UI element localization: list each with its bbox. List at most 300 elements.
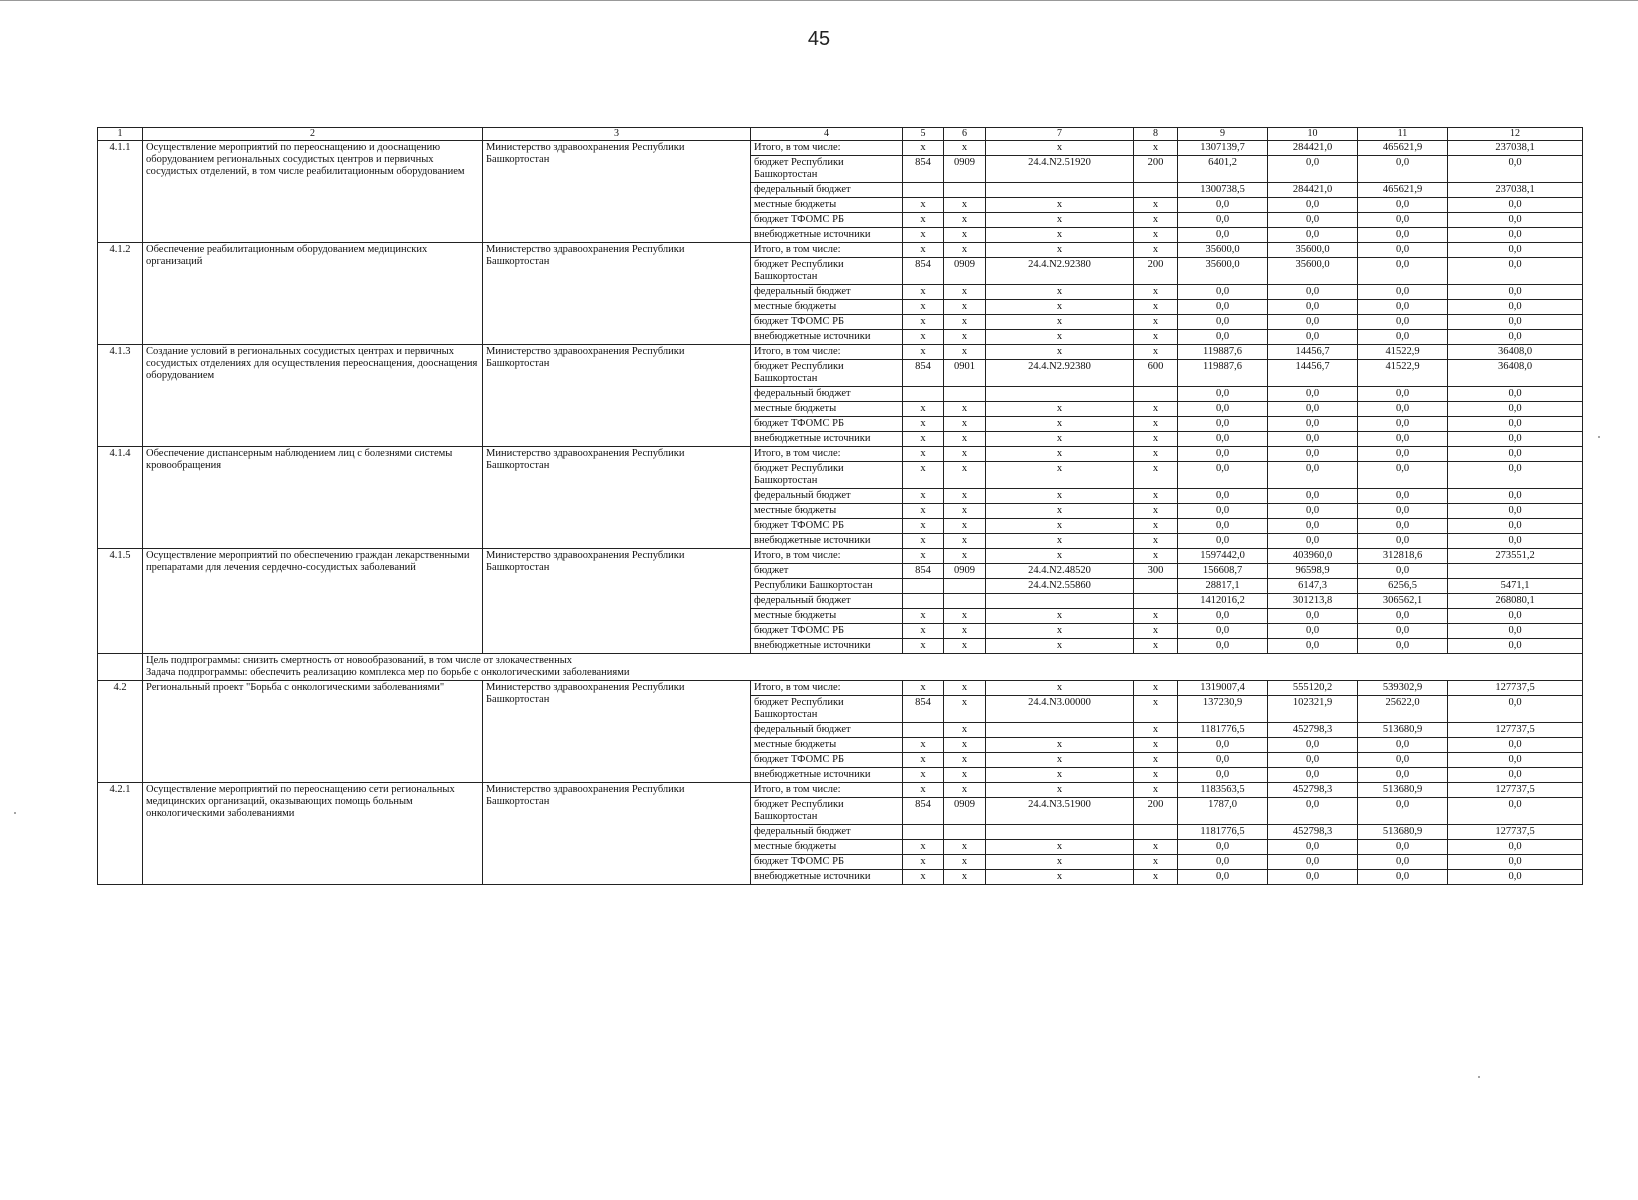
table-cell: [903, 387, 944, 402]
table-cell: x: [986, 855, 1134, 870]
table-cell: x: [903, 738, 944, 753]
table-cell: 0,0: [1448, 609, 1583, 624]
table-cell: x: [986, 504, 1134, 519]
table-cell: x: [1134, 681, 1178, 696]
table-cell: x: [986, 681, 1134, 696]
column-header: 7: [986, 128, 1134, 141]
table-cell: 0,0: [1358, 198, 1448, 213]
table-cell: x: [903, 417, 944, 432]
table-cell: 0,0: [1358, 156, 1448, 183]
table-cell: 1181776,5: [1178, 723, 1268, 738]
table-cell: x: [1134, 300, 1178, 315]
funding-source: бюджет Республики Башкортостан: [751, 798, 903, 825]
table-cell: 24.4.N2.92380: [986, 360, 1134, 387]
funding-source: бюджет: [751, 564, 903, 579]
item-executor: Министерство здравоохранения Республики Башкортостан: [483, 783, 751, 885]
table-cell: 0,0: [1268, 798, 1358, 825]
table-cell: 102321,9: [1268, 696, 1358, 723]
item-number: 4.1.4: [98, 447, 143, 549]
table-row: [98, 447, 1583, 462]
table-cell: 127737,5: [1448, 783, 1583, 798]
table-cell: 0,0: [1358, 285, 1448, 300]
table-cell: 237038,1: [1448, 141, 1583, 156]
table-cell: x: [1134, 489, 1178, 504]
table-cell: x: [986, 345, 1134, 360]
table-cell: 0,0: [1268, 330, 1358, 345]
funding-source: Итого, в том числе:: [751, 447, 903, 462]
scan-speck: [1598, 436, 1600, 438]
table-cell: 0,0: [1358, 519, 1448, 534]
item-number: 4.1.5: [98, 549, 143, 654]
budget-table: [97, 127, 1583, 885]
funding-source: федеральный бюджет: [751, 723, 903, 738]
table-row: [98, 141, 1583, 156]
table-cell: 854: [903, 258, 944, 285]
table-cell: [944, 183, 986, 198]
column-header: 5: [903, 128, 944, 141]
goal-row: [98, 654, 1583, 681]
table-cell: 127737,5: [1448, 825, 1583, 840]
table-cell: x: [903, 681, 944, 696]
funding-source: бюджет ТФОМС РБ: [751, 624, 903, 639]
table-cell: 200: [1134, 156, 1178, 183]
table-cell: 0,0: [1448, 315, 1583, 330]
table-cell: x: [1134, 417, 1178, 432]
table-cell: x: [944, 549, 986, 564]
table-cell: x: [1134, 447, 1178, 462]
table-cell: [1448, 564, 1583, 579]
table-cell: 0,0: [1268, 738, 1358, 753]
table-cell: 0,0: [1178, 387, 1268, 402]
table-cell: 200: [1134, 258, 1178, 285]
table-cell: 0,0: [1178, 300, 1268, 315]
table-cell: 268080,1: [1448, 594, 1583, 609]
table-cell: 0,0: [1268, 489, 1358, 504]
table-cell: x: [1134, 213, 1178, 228]
table-cell: x: [903, 141, 944, 156]
table-cell: x: [903, 432, 944, 447]
item-executor: Министерство здравоохранения Республики Башкортостан: [483, 549, 751, 654]
table-cell: 0,0: [1268, 285, 1358, 300]
table-cell: x: [1134, 330, 1178, 345]
table-cell: 0,0: [1178, 213, 1268, 228]
funding-source: бюджет ТФОМС РБ: [751, 519, 903, 534]
table-cell: x: [1134, 519, 1178, 534]
table-cell: x: [903, 402, 944, 417]
funding-source: местные бюджеты: [751, 504, 903, 519]
table-cell: [986, 387, 1134, 402]
table-row: [98, 549, 1583, 564]
table-cell: x: [903, 639, 944, 654]
table-cell: x: [903, 447, 944, 462]
table-cell: x: [986, 417, 1134, 432]
table-cell: x: [944, 609, 986, 624]
table-cell: 24.4.N2.48520: [986, 564, 1134, 579]
table-row: [98, 681, 1583, 696]
funding-source: местные бюджеты: [751, 609, 903, 624]
table-cell: x: [1134, 840, 1178, 855]
funding-source: бюджет Республики Башкортостан: [751, 258, 903, 285]
table-cell: 0,0: [1268, 156, 1358, 183]
table-cell: x: [944, 768, 986, 783]
table-cell: x: [1134, 534, 1178, 549]
funding-source: местные бюджеты: [751, 840, 903, 855]
table-cell: x: [944, 417, 986, 432]
table-cell: 0,0: [1358, 228, 1448, 243]
table-cell: x: [944, 504, 986, 519]
table-cell: x: [1134, 723, 1178, 738]
funding-source: бюджет Республики Башкортостан: [751, 696, 903, 723]
table-cell: 28817,1: [1178, 579, 1268, 594]
table-cell: 0,0: [1178, 315, 1268, 330]
table-cell: x: [1134, 624, 1178, 639]
table-cell: x: [986, 213, 1134, 228]
table-cell: 0,0: [1268, 198, 1358, 213]
table-cell: x: [986, 549, 1134, 564]
item-number: 4.1.3: [98, 345, 143, 447]
table-cell: x: [903, 768, 944, 783]
table-cell: x: [986, 489, 1134, 504]
table-cell: 0,0: [1358, 870, 1448, 885]
table-cell: 0,0: [1178, 840, 1268, 855]
table-cell: x: [944, 447, 986, 462]
table-cell: [986, 825, 1134, 840]
item-name: Создание условий в региональных сосудистых центрах и первичных сосудистых отделениях для осуществления переоснащения, дооснащения оборудованием: [143, 345, 483, 447]
table-cell: 119887,6: [1178, 345, 1268, 360]
table-cell: 1787,0: [1178, 798, 1268, 825]
item-number: 4.1.1: [98, 141, 143, 243]
table-cell: 6256,5: [1358, 579, 1448, 594]
item-name: Осуществление мероприятий по переоснащению сети региональных медицинских организаций, оказывающих помощь больным онкологическими заболеваниями: [143, 783, 483, 885]
table-cell: [1134, 183, 1178, 198]
table-cell: x: [903, 300, 944, 315]
table-cell: x: [903, 330, 944, 345]
table-cell: x: [903, 549, 944, 564]
table-cell: 0,0: [1358, 855, 1448, 870]
table-cell: x: [944, 870, 986, 885]
table-cell: 284421,0: [1268, 183, 1358, 198]
table-cell: 306562,1: [1358, 594, 1448, 609]
scan-speck: [1478, 1076, 1480, 1078]
table-cell: 0,0: [1448, 639, 1583, 654]
funding-source: бюджет ТФОМС РБ: [751, 315, 903, 330]
table-cell: 24.4.N2.51920: [986, 156, 1134, 183]
table-cell: x: [1134, 738, 1178, 753]
table-cell: 284421,0: [1268, 141, 1358, 156]
table-cell: 0901: [944, 360, 986, 387]
table-cell: 0,0: [1268, 870, 1358, 885]
table-cell: 35600,0: [1268, 258, 1358, 285]
table-cell: 0,0: [1178, 855, 1268, 870]
table-cell: x: [1134, 315, 1178, 330]
table-cell: 0,0: [1448, 243, 1583, 258]
table-cell: x: [986, 870, 1134, 885]
table-cell: 24.4.N3.51900: [986, 798, 1134, 825]
table-cell: 0,0: [1358, 432, 1448, 447]
table-cell: x: [1134, 783, 1178, 798]
table-cell: 41522,9: [1358, 360, 1448, 387]
table-cell: 0,0: [1178, 753, 1268, 768]
table-cell: x: [986, 141, 1134, 156]
item-executor: Министерство здравоохранения Республики Башкортостан: [483, 447, 751, 549]
funding-source: внебюджетные источники: [751, 870, 903, 885]
table-cell: 273551,2: [1448, 549, 1583, 564]
table-cell: x: [986, 285, 1134, 300]
table-cell: x: [986, 624, 1134, 639]
table-cell: [1134, 387, 1178, 402]
funding-source: федеральный бюджет: [751, 825, 903, 840]
table-cell: 0,0: [1268, 753, 1358, 768]
table-cell: 0,0: [1178, 228, 1268, 243]
table-cell: 0,0: [1448, 624, 1583, 639]
table-cell: 0,0: [1358, 243, 1448, 258]
table-cell: x: [1134, 432, 1178, 447]
funding-source: федеральный бюджет: [751, 387, 903, 402]
funding-source: внебюджетные источники: [751, 228, 903, 243]
table-cell: x: [1134, 285, 1178, 300]
table-cell: 137230,9: [1178, 696, 1268, 723]
table-cell: x: [986, 447, 1134, 462]
table-cell: x: [986, 300, 1134, 315]
table-cell: 127737,5: [1448, 681, 1583, 696]
item-name: Осуществление мероприятий по переоснащению и дооснащению оборудованием региональных сосудистых центров и первичных сосудистых отделений, в том числе реабилитационным оборудованием: [143, 141, 483, 243]
table-cell: 0,0: [1448, 402, 1583, 417]
table-cell: 0,0: [1178, 330, 1268, 345]
table-cell: x: [903, 315, 944, 330]
table-cell: 0,0: [1448, 213, 1583, 228]
funding-source: внебюджетные источники: [751, 330, 903, 345]
table-cell: 0,0: [1448, 855, 1583, 870]
funding-source: бюджет ТФОМС РБ: [751, 417, 903, 432]
table-cell: 0,0: [1268, 387, 1358, 402]
item-executor: Министерство здравоохранения Республики Башкортостан: [483, 345, 751, 447]
table-cell: [986, 723, 1134, 738]
table-cell: x: [1134, 549, 1178, 564]
table-cell: 0,0: [1268, 624, 1358, 639]
table-cell: 0,0: [1448, 870, 1583, 885]
table-cell: 0,0: [1268, 462, 1358, 489]
table-cell: 0,0: [1178, 624, 1268, 639]
table-cell: x: [944, 402, 986, 417]
table-cell: x: [944, 198, 986, 213]
table-cell: 0,0: [1268, 609, 1358, 624]
table-cell: x: [1134, 141, 1178, 156]
funding-source: Итого, в том числе:: [751, 549, 903, 564]
table-cell: 1597442,0: [1178, 549, 1268, 564]
table-cell: 0,0: [1358, 753, 1448, 768]
table-cell: 0,0: [1448, 519, 1583, 534]
table-cell: x: [986, 402, 1134, 417]
table-cell: x: [903, 213, 944, 228]
table-cell: x: [1134, 870, 1178, 885]
table-cell: 0,0: [1358, 768, 1448, 783]
table-cell: x: [903, 870, 944, 885]
column-header: 2: [143, 128, 483, 141]
table-cell: 0,0: [1268, 432, 1358, 447]
table-cell: 0,0: [1358, 564, 1448, 579]
table-cell: x: [903, 753, 944, 768]
table-cell: 465621,9: [1358, 141, 1448, 156]
table-cell: x: [944, 315, 986, 330]
table-cell: 600: [1134, 360, 1178, 387]
table-cell: 0,0: [1268, 213, 1358, 228]
table-cell: 0,0: [1448, 228, 1583, 243]
table-cell: 0,0: [1268, 300, 1358, 315]
funding-source: внебюджетные источники: [751, 639, 903, 654]
table-cell: 24.4.N3.00000: [986, 696, 1134, 723]
table-cell: [903, 594, 944, 609]
table-cell: 0,0: [1178, 534, 1268, 549]
funding-source: федеральный бюджет: [751, 594, 903, 609]
table-cell: 0,0: [1448, 285, 1583, 300]
table-cell: 14456,7: [1268, 345, 1358, 360]
funding-source: внебюджетные источники: [751, 768, 903, 783]
funding-source: внебюджетные источники: [751, 432, 903, 447]
funding-source: бюджет ТФОМС РБ: [751, 753, 903, 768]
table-cell: 24.4.N2.92380: [986, 258, 1134, 285]
funding-source: федеральный бюджет: [751, 183, 903, 198]
table-cell: 5471,1: [1448, 579, 1583, 594]
table-cell: 452798,3: [1268, 783, 1358, 798]
table-cell: 854: [903, 360, 944, 387]
table-cell: 156608,7: [1178, 564, 1268, 579]
table-cell: x: [944, 855, 986, 870]
table-cell: 0,0: [1448, 768, 1583, 783]
table-cell: 513680,9: [1358, 825, 1448, 840]
funding-source: местные бюджеты: [751, 300, 903, 315]
table-cell: x: [986, 840, 1134, 855]
table-cell: 0,0: [1448, 738, 1583, 753]
table-cell: x: [903, 534, 944, 549]
table-cell: 6147,3: [1268, 579, 1358, 594]
table-cell: x: [944, 243, 986, 258]
table-cell: [1134, 825, 1178, 840]
funding-source: Итого, в том числе:: [751, 681, 903, 696]
table-cell: x: [903, 198, 944, 213]
table-cell: x: [903, 609, 944, 624]
item-executor: Министерство здравоохранения Республики Башкортостан: [483, 681, 751, 783]
table-cell: 36408,0: [1448, 345, 1583, 360]
table-cell: x: [986, 783, 1134, 798]
table-cell: x: [1134, 855, 1178, 870]
table-row: [98, 345, 1583, 360]
table-cell: x: [1134, 462, 1178, 489]
table-cell: [944, 579, 986, 594]
column-header: 9: [1178, 128, 1268, 141]
table-cell: 301213,8: [1268, 594, 1358, 609]
column-header: 11: [1358, 128, 1448, 141]
table-cell: 0,0: [1358, 798, 1448, 825]
table-cell: [986, 594, 1134, 609]
table-cell: x: [944, 639, 986, 654]
table-cell: 0,0: [1448, 447, 1583, 462]
table-cell: 0,0: [1358, 315, 1448, 330]
table-cell: 35600,0: [1178, 243, 1268, 258]
table-cell: x: [944, 753, 986, 768]
table-cell: 0,0: [1268, 228, 1358, 243]
table-cell: 539302,9: [1358, 681, 1448, 696]
table-cell: x: [903, 624, 944, 639]
table-cell: x: [903, 243, 944, 258]
table-cell: 41522,9: [1358, 345, 1448, 360]
funding-source: местные бюджеты: [751, 402, 903, 417]
table-cell: x: [1134, 402, 1178, 417]
table-cell: 0,0: [1448, 432, 1583, 447]
goal-spacer: [98, 654, 143, 681]
table-cell: 0,0: [1178, 870, 1268, 885]
table-cell: 0,0: [1178, 738, 1268, 753]
table-cell: 6401,2: [1178, 156, 1268, 183]
column-header: 10: [1268, 128, 1358, 141]
table-cell: x: [903, 285, 944, 300]
table-cell: 854: [903, 156, 944, 183]
table-cell: 0,0: [1178, 489, 1268, 504]
table-cell: x: [944, 738, 986, 753]
item-name: Обеспечение реабилитационным оборудованием медицинских организаций: [143, 243, 483, 345]
table-cell: x: [944, 723, 986, 738]
table-cell: x: [1134, 345, 1178, 360]
table-cell: 237038,1: [1448, 183, 1583, 198]
table-cell: [903, 183, 944, 198]
table-cell: 1319007,4: [1178, 681, 1268, 696]
table-cell: 0,0: [1358, 447, 1448, 462]
table-cell: x: [1134, 243, 1178, 258]
table-cell: 0,0: [1268, 315, 1358, 330]
table-cell: 0,0: [1268, 639, 1358, 654]
table-cell: 854: [903, 564, 944, 579]
table-cell: 0,0: [1448, 798, 1583, 825]
table-cell: 0,0: [1358, 534, 1448, 549]
table-cell: x: [903, 228, 944, 243]
table-cell: x: [986, 639, 1134, 654]
column-header: 8: [1134, 128, 1178, 141]
item-name: Обеспечение диспансерным наблюдением лиц с болезнями системы кровообращения: [143, 447, 483, 549]
table-cell: 854: [903, 798, 944, 825]
table-cell: x: [903, 519, 944, 534]
table-cell: 1412016,2: [1178, 594, 1268, 609]
item-executor: Министерство здравоохранения Республики Башкортостан: [483, 141, 751, 243]
table-cell: x: [1134, 504, 1178, 519]
table-cell: x: [903, 855, 944, 870]
funding-source: бюджет ТФОМС РБ: [751, 213, 903, 228]
scan-speck: [14, 812, 16, 814]
table-cell: 0,0: [1448, 462, 1583, 489]
table-cell: 403960,0: [1268, 549, 1358, 564]
item-executor: Министерство здравоохранения Республики Башкортостан: [483, 243, 751, 345]
funding-source: Итого, в том числе:: [751, 243, 903, 258]
table-cell: 0,0: [1358, 840, 1448, 855]
table-cell: x: [986, 753, 1134, 768]
table-cell: 0,0: [1268, 840, 1358, 855]
goal-cell: [143, 654, 1583, 681]
table-cell: 0,0: [1358, 624, 1448, 639]
table-cell: 0,0: [1358, 258, 1448, 285]
table-cell: 1300738,5: [1178, 183, 1268, 198]
table-cell: 0,0: [1358, 738, 1448, 753]
funding-source: Итого, в том числе:: [751, 141, 903, 156]
column-header: 6: [944, 128, 986, 141]
table-cell: 0,0: [1358, 213, 1448, 228]
table-cell: [903, 723, 944, 738]
table-cell: 24.4.N2.55860: [986, 579, 1134, 594]
table-cell: 0,0: [1178, 447, 1268, 462]
table-cell: x: [986, 243, 1134, 258]
table-cell: 0,0: [1448, 300, 1583, 315]
table-cell: 0,0: [1448, 198, 1583, 213]
table-cell: x: [903, 489, 944, 504]
table-cell: 0,0: [1358, 504, 1448, 519]
table-cell: 452798,3: [1268, 825, 1358, 840]
